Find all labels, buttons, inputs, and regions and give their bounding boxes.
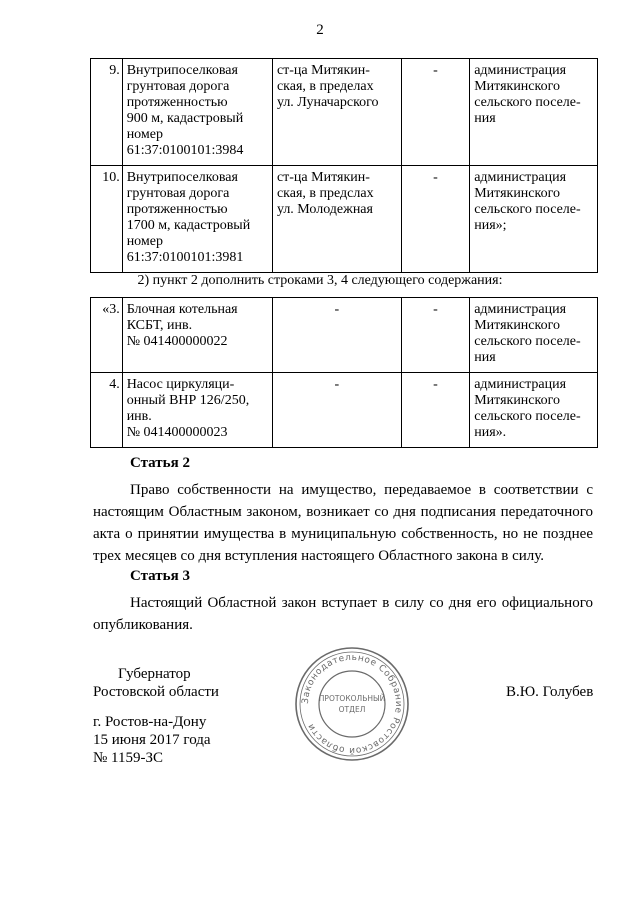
cell-line: инв.	[126, 409, 152, 424]
property-table-roads	[90, 58, 598, 273]
cell-line: грунтовая дорога	[126, 186, 230, 201]
dash-cell: -	[401, 166, 469, 273]
dash-cell: -	[272, 373, 401, 448]
cell-line: ул. Молодежная	[276, 202, 373, 217]
cell-line: 900 м, кадастровый	[126, 111, 244, 126]
text-line: настоящим Областным законом, возникает со дня подписания передаточного	[93, 504, 593, 520]
cell-line: ния	[474, 350, 496, 365]
cell-line: грунтовая дорога	[126, 79, 230, 94]
cell-line: Насос циркуляци-	[126, 377, 235, 392]
dash-cell: -	[272, 298, 401, 373]
cell-line: сельского поселе-	[474, 95, 581, 110]
seal-center-line2: ОТДЕЛ	[338, 705, 366, 714]
cell-line: номер	[126, 234, 163, 249]
property-table-equipment	[90, 297, 598, 448]
cell-line: Митякинского	[474, 79, 561, 94]
cell-line: № 041400000023	[126, 425, 228, 440]
address-cell	[272, 59, 401, 166]
signing-place: г. Ростов-на-Дону	[93, 714, 207, 730]
cell-line: ния».	[474, 425, 507, 440]
cell-line: ская, в предслах	[276, 186, 374, 201]
cell-line: протяженностью	[126, 95, 228, 110]
cell-line: протяженностью	[126, 202, 228, 217]
cell-line: 61:37:0100101:3981	[126, 250, 244, 265]
owner-cell	[470, 59, 598, 166]
address-cell	[272, 166, 401, 273]
cell-line: номер	[126, 127, 163, 142]
property-name-cell	[122, 166, 272, 273]
table-row	[91, 373, 598, 448]
article-3-text	[93, 592, 593, 636]
cell-line: № 041400000022	[126, 334, 228, 349]
governor-title-line2: Ростовской области	[93, 684, 219, 700]
signing-date: 15 июня 2017 года	[93, 732, 211, 748]
article-2-text	[93, 479, 593, 567]
cell-line: администрация	[474, 63, 567, 78]
cell-line: Митякинского	[474, 186, 561, 201]
cell-line: КСБТ, инв.	[126, 318, 193, 333]
cell-line: ул. Луначарского	[276, 95, 379, 110]
cell-line: Внутрипоселковая	[126, 63, 238, 78]
cell-line: Блочная котельная	[126, 302, 238, 317]
text-line: трех месяцев со дня вступления настоящего Областного закона в силу.	[93, 548, 544, 564]
cell-line: 1700 м, кадастровый	[126, 218, 251, 233]
official-seal	[293, 645, 411, 763]
article-3-heading: Статья 3	[130, 568, 190, 584]
dash-cell: -	[401, 373, 469, 448]
property-name-cell	[122, 298, 272, 373]
table-row	[91, 298, 598, 373]
row-number: «3.	[91, 298, 123, 373]
property-name-cell	[122, 59, 272, 166]
amendment-text: 2) пункт 2 дополнить строками 3, 4 следующего содержания:	[137, 273, 503, 288]
seal-center-line1: ПРОТОКОЛЬНЫЙ	[318, 694, 386, 703]
cell-line: Митякинского	[474, 318, 561, 333]
table-row	[91, 166, 598, 273]
cell-line: администрация	[474, 377, 567, 392]
text-line: Право собственности на имущество, передаваемое в соответствии с	[130, 482, 593, 498]
cell-line: ния	[474, 111, 496, 126]
cell-line: 61:37:0100101:3984	[126, 143, 244, 158]
cell-line: сельского поселе-	[474, 202, 581, 217]
seal-ring-text: Законодательное Собрание Ростовской области	[300, 652, 404, 756]
svg-text:Законодательное Собрание Росто	[301, 653, 403, 755]
governor-title-line1: Губернатор	[118, 666, 191, 682]
owner-cell	[470, 373, 598, 448]
table-row	[91, 59, 598, 166]
text-line: акта о принятии имущества в муниципальную собственность, но не позднее	[93, 526, 593, 542]
page-number: 2	[316, 22, 324, 38]
cell-line: Внутрипоселковая	[126, 170, 238, 185]
property-name-cell	[122, 373, 272, 448]
row-number: 9.	[91, 59, 123, 166]
cell-line: сельского поселе-	[474, 334, 581, 349]
cell-line: ская, в пределах	[276, 79, 374, 94]
cell-line: ст-ца Митякин-	[276, 63, 370, 78]
law-number: № 1159-ЗС	[93, 750, 164, 766]
cell-line: онный ВНР 126/250,	[126, 393, 250, 408]
cell-line: сельского поселе-	[474, 409, 581, 424]
dash-cell: -	[401, 298, 469, 373]
dash-cell: -	[401, 59, 469, 166]
owner-cell	[470, 298, 598, 373]
cell-line: Митякинского	[474, 393, 561, 408]
cell-line: ния»;	[474, 218, 507, 233]
text-line: Настоящий Областной закон вступает в силу со дня его официального	[130, 595, 593, 611]
owner-cell	[470, 166, 598, 273]
row-number: 4.	[91, 373, 123, 448]
signatory-name: В.Ю. Голубев	[506, 684, 594, 700]
article-2-heading: Статья 2	[130, 455, 190, 471]
row-number: 10.	[91, 166, 123, 273]
cell-line: администрация	[474, 170, 567, 185]
text-line: опубликования.	[93, 617, 193, 633]
cell-line: администрация	[474, 302, 567, 317]
cell-line: ст-ца Митякин-	[276, 170, 370, 185]
